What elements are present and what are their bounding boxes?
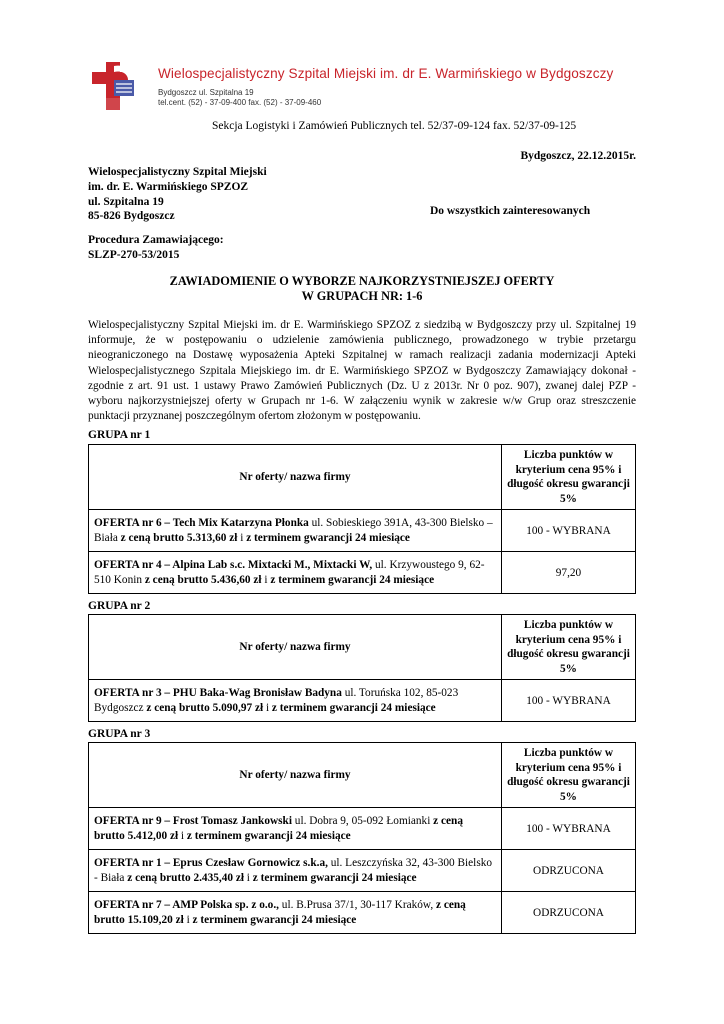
header-offer-name: Nr oferty/ nazwa firmy (89, 743, 502, 808)
body-paragraph (88, 318, 636, 424)
offer-cell: OFERTA nr 4 – Alpina Lab s.c. Mixtacki M., Mixtacki W, ul. Krzywoustego 9, 62-510 Konin z ceną brutto 5.436,60 zł i z terminem gwarancji 24 miesiące (89, 552, 502, 594)
score-cell: 100 - WYBRANA (502, 808, 636, 850)
heading-line: W GRUPACH NR: 1-6 (301, 289, 423, 303)
hospital-logo-icon (84, 58, 140, 116)
results-table-group-1 (88, 444, 636, 594)
table-row (89, 808, 636, 850)
offer-cell: OFERTA nr 7 – AMP Polska sp. z o.o., ul. B.Prusa 37/1, 30-117 Kraków, z ceną brutto 15.109,20 zł i z terminem gwarancji 24 miesiące (89, 892, 502, 934)
offer-cell: OFERTA nr 9 – Frost Tomasz Jankowski ul. Dobra 9, 05-092 Łomianki z ceną brutto 5.412,00 zł i z terminem gwarancji 24 miesiące (89, 808, 502, 850)
offer-cell: OFERTA nr 1 – Eprus Czesław Gornowicz s.k.a, ul. Leszczyńska 32, 43-300 Bielsko - Biała z ceną brutto 2.435,40 zł i z terminem gwarancji 24 miesiące (89, 850, 502, 892)
table-header-row (89, 445, 636, 510)
letterhead-address: Bydgoszcz ul. Szpitalna 19 (158, 88, 254, 97)
score-cell: ODRZUCONA (502, 850, 636, 892)
body-text: Wielospecjalistyczny Szpital Miejski im. dr E. Warmińskiego SPZOZ z siedzibą w Bydgoszczy przy ul. Szpitalnej 19 informuje, że w postępowaniu o udzielenie zamówienia publicznego, prowadzonego w trybie przetargu nieograniczonego na Dostawę wyposażenia Apteki Szpitalnej w ramach realizacji zadania modernizacji Apteki Wielospecjalistycznego Szpitala Miejskiego im. dr E. Warmińskiego SPZOZ w Bydgoszczy Zamawiający dokonał - zgodnie z art. 91 ust. 1 ustawy Prawo Zamówień Publicznych (Dz. U z 2013r. Nr 0 poz. 907), zwanej dalej PZP - wyboru najkorzystniejszej oferty w Grupach nr 1-6. W załączeniu wynik w zakresie w/w Grup oraz streszczenie punktacji przyznanej poszczególnym ofertom złożonym w postępowaniu. (88, 319, 636, 423)
sender-line: 85-826 Bydgoszcz (88, 210, 175, 223)
offer-cell: OFERTA nr 3 – PHU Baka-Wag Bronisław Badyna ul. Toruńska 102, 85-023 Bydgoszcz z ceną brutto 5.090,97 zł i z terminem gwarancji 24 miesiące (89, 680, 502, 722)
letterhead-hospital-name: Wielospecjalistyczny Szpital Miejski im. dr E. Warmińskiego w Bydgoszczy (158, 66, 614, 81)
section-contact-line: Sekcja Logistyki i Zamówień Publicznych tel. 52/37-09-124 fax. 52/37-09-125 (212, 120, 577, 132)
score-cell: 100 - WYBRANA (502, 680, 636, 722)
procedure-block (88, 233, 224, 263)
letterhead-phone: tel.cent. (52) - 37-09-400 fax. (52) - 37-09-460 (158, 98, 322, 107)
sender-address (88, 165, 267, 224)
sender-line: ul. Szpitalna 19 (88, 195, 164, 208)
header-offer-name: Nr oferty/ nazwa firmy (89, 445, 502, 510)
header-score: Liczba punktów w kryterium cena 95% i długość okresu gwarancji 5% (502, 615, 636, 680)
sender-line: Wielospecjalistyczny Szpital Miejski (88, 166, 267, 178)
header-score: Liczba punktów w kryterium cena 95% i długość okresu gwarancji 5% (502, 743, 636, 808)
group-title: GRUPA nr 3 (88, 728, 151, 740)
score-cell: ODRZUCONA (502, 892, 636, 934)
table-row (89, 510, 636, 552)
document-date: Bydgoszcz, 22.12.2015r. (520, 150, 636, 162)
score-cell: 100 - WYBRANA (502, 510, 636, 552)
procedure-label: Procedura Zamawiającego: (88, 234, 224, 246)
offer-cell: OFERTA nr 6 – Tech Mix Katarzyna Płonka ul. Sobieskiego 391A, 43-300 Bielsko – Biała z ceną brutto 5.313,60 zł i z terminem gwarancji 24 miesiące (89, 510, 502, 552)
group-title: GRUPA nr 1 (88, 429, 151, 441)
heading-line: ZAWIADOMIENIE O WYBORZE NAJKORZYSTNIEJSZEJ OFERTY (169, 274, 555, 288)
table-row (89, 850, 636, 892)
addressee: Do wszystkich zainteresowanych (430, 205, 591, 217)
table-row (89, 552, 636, 594)
table-row (89, 892, 636, 934)
results-table-group-2 (88, 614, 636, 722)
document-heading (88, 274, 636, 304)
score-cell: 97,20 (502, 552, 636, 594)
table-header-row (89, 743, 636, 808)
header-score: Liczba punktów w kryterium cena 95% i długość okresu gwarancji 5% (502, 445, 636, 510)
table-row (89, 680, 636, 722)
group-title: GRUPA nr 2 (88, 600, 151, 612)
results-table-group-3 (88, 742, 636, 934)
table-header-row (89, 615, 636, 680)
procedure-number: SLZP-270-53/2015 (88, 248, 180, 261)
sender-line: im. dr. E. Warmińskiego SPZOZ (88, 180, 249, 193)
header-offer-name: Nr oferty/ nazwa firmy (89, 615, 502, 680)
